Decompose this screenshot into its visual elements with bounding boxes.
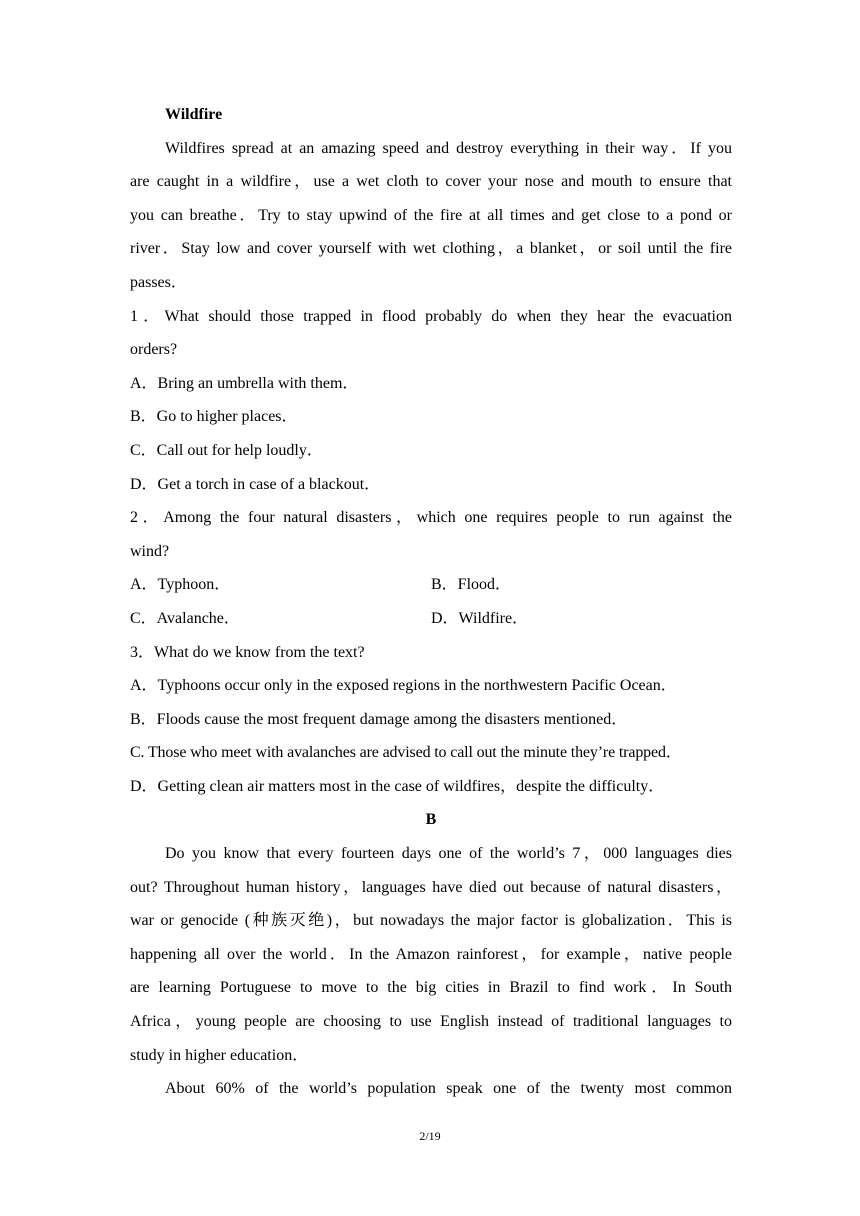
question-1-option-d: D．Get a torch in case of a blackout． <box>130 475 381 493</box>
paragraph-line: are learning Portuguese to move to the big cities in Brazil to find work．In South <box>130 979 732 997</box>
question-1-option-a: A．Bring an umbrella with them． <box>130 374 359 392</box>
page-number: 2/19 <box>419 1129 441 1143</box>
section-heading-wildfire: Wildfire <box>165 106 223 123</box>
question-3-option-b: B．Floods cause the most frequent damage among the disasters mentioned． <box>130 710 628 728</box>
question-2-option-c: C．Avalanche． <box>130 609 240 627</box>
paragraph-line: About 60% of the world’s population speak one of the twenty most common <box>165 1080 732 1098</box>
paragraph-line: Africa，young people are choosing to use English instead of traditional languages to <box>130 1013 732 1031</box>
question-2-option-b: B．Flood． <box>431 576 512 594</box>
question-3-option-d: D．Getting clean air matters most in the case of wildfires，despite the difficulty． <box>130 777 665 795</box>
question-2-option-d: D．Wildfire． <box>431 609 529 627</box>
question-1-option-b: B．Go to higher places． <box>130 408 298 426</box>
question-2-options-row-1 <box>130 568 732 602</box>
paragraph-line: war or genocide (种族灭绝)，but nowadays the major factor is globalization．This is <box>130 912 732 930</box>
paragraph-line: you can breathe．Try to stay upwind of the fire at all times and get close to a pond or <box>130 206 732 224</box>
paragraph-line: Do you know that every fourteen days one of the world’s 7，000 languages dies <box>165 845 732 863</box>
paragraph-line: river．Stay low and cover yourself with wet clothing，a blanket，or soil until the fire <box>130 240 733 258</box>
paragraph-line: out? Throughout human history，languages have died out because of natural disasters， <box>130 878 733 896</box>
section-heading-b: B <box>425 811 437 829</box>
question-2-options-row-2 <box>130 602 732 636</box>
question-1-option-c: C．Call out for help loudly． <box>130 441 323 459</box>
question-2-option-a: A．Typhoon． <box>130 576 231 594</box>
paragraph-line: passes． <box>130 273 187 291</box>
question-2-stem: 2．Among the four natural disasters，which one requires people to run against the <box>130 509 733 527</box>
question-1-stem: 1．What should those trapped in flood probably do when they hear the evacuation <box>130 307 732 325</box>
paragraph-line: Wildfires spread at an amazing speed and destroy everything in their way．If you <box>165 139 732 157</box>
paragraph-line: are caught in a wildfire，use a wet cloth to cover your nose and mouth to ensure that <box>130 173 732 191</box>
question-3-stem: 3．What do we know from the text? <box>130 643 365 661</box>
paragraph-line: happening all over the world．In the Amazon rainforest，for example，native people <box>130 945 732 963</box>
question-3-option-a: A．Typhoons occur only in the exposed regions in the northwestern Pacific Ocean． <box>130 677 677 695</box>
paragraph-line: study in higher education． <box>130 1046 309 1064</box>
document-page <box>130 98 732 1106</box>
question-1-stem-cont: orders? <box>130 341 178 359</box>
question-3-option-c: C. Those who meet with avalanches are advised to call out the minute they’re trapped． <box>130 744 682 762</box>
question-2-stem-cont: wind? <box>130 542 170 560</box>
